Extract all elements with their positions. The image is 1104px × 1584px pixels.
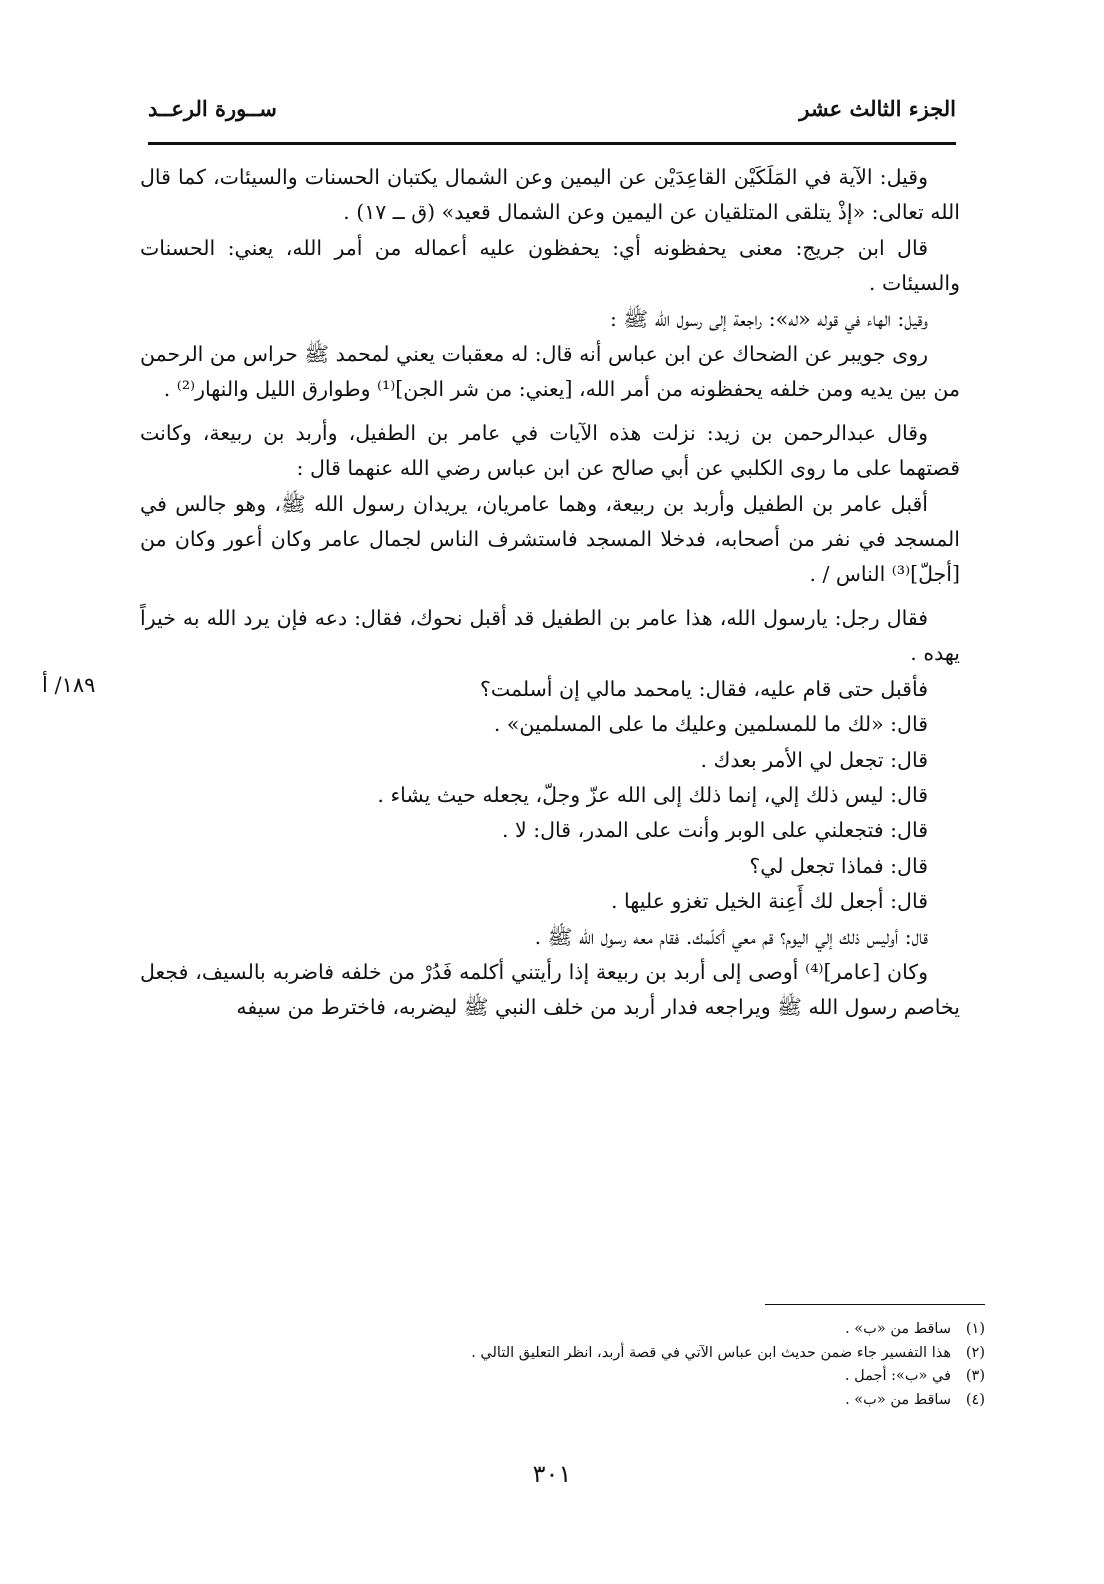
dialog-block: [140, 672, 960, 955]
dialog-line-6: قال: فماذا تجعل لي؟: [749, 853, 928, 878]
page-number: ٣٠١: [532, 1460, 572, 1488]
footnote-number: (١): [965, 1321, 985, 1337]
footnote-text: هذا التفسير جاء ضمن حديث ابن عباس الآتي في قصة أربد، انظر التعليق التالي .: [471, 1344, 951, 1361]
surah-title: ســورة الرعــد: [148, 96, 277, 121]
footnote-number: (٣): [965, 1368, 985, 1384]
footnote-2: [400, 1342, 985, 1366]
footnote-text: في «ب»: أجمل .: [844, 1368, 951, 1384]
closing-paragraph: وكان [عامر]⁽⁴⁾ أوصى إلى أربد بن ربيعة إذا رأيتني أكلمه فَدُرْ من خلفه فاضربه بالسيف، فجعل يخاصم رسول الله ﷺ ويراجعه فدار أربد من خلف النبي ﷺ ليضربه، فاخترط من سيفه: [140, 959, 960, 1020]
running-header: [148, 96, 956, 126]
footnotes: [400, 1318, 985, 1412]
paragraph-2: قال ابن جريج: معنى يحفظونه أي: يحفظون عليه أعماله من أمر الله، يعني: الحسنات والسيئات .: [140, 235, 960, 296]
footnote-4: [400, 1389, 985, 1413]
dialog-line-1: فأقبل حتى قام عليه، فقال: يامحمد مالي إن أسلمت؟: [479, 676, 928, 701]
footnote-3: [400, 1365, 985, 1389]
paragraph-1: وقيل: الآية في المَلَكَيْن القاعِدَيْن عن اليمين وعن الشمال يكتبان الحسنات والسيئات، كما قال الله تعالى: «إذْ يتلقى المتلقيان عن اليمين وعن الشمال قعيد» (ق ــ ١٧) .: [140, 165, 960, 225]
footnote-number: (٢): [965, 1344, 985, 1361]
footnote-1: [400, 1318, 985, 1342]
dialog-line-2: قال: «لك ما للمسلمين وعليك ما على المسلمين» .: [493, 712, 928, 737]
dialog-line-7: قال: أجعل لك أَعِنة الخيل تغزو عليها .: [611, 889, 928, 914]
footnote-text: ساقط من «ب» .: [845, 1391, 951, 1408]
dialog-line-5: قال: فتجعلني على الوبر وأنت على المدر، قال: لا .: [502, 818, 928, 843]
footnote-text: ساقط من «ب» .: [845, 1321, 951, 1337]
footnote-number: (٤): [965, 1391, 985, 1408]
dialog-line-4: قال: ليس ذلك إلي، إنما ذلك إلى الله عزّ وجلّ، يجعله حيث يشاء .: [377, 782, 928, 807]
paragraph-6: أقبل عامر بن الطفيل وأربد بن ربيعة، وهما عامريان، يريدان رسول الله ﷺ، وهو جالس في المسجد في نفر من أصحابه، فدخلا المسجد فاستشرف الناس لجمال عامر وكان أعور وكان من [أجلّ]⁽³⁾ الناس / .: [140, 491, 960, 587]
manuscript-folio-note: ١٨٩/ أ: [42, 673, 96, 697]
juz-title: الجزء الثالث عشر: [799, 96, 956, 121]
paragraph-4: روى جويبر عن الضحاك عن ابن عباس أنه قال: له معقبات يعني لمحمد ﷺ حراس من الرحمن من بين يديه ومن خلفه يحفظونه من أمر الله، [يعني: من شر الجن]⁽¹⁾ وطوارق الليل والنهار⁽²⁾ .: [140, 342, 960, 402]
paragraph-5: وقال عبدالرحمن بن زيد: نزلت هذه الآيات في عامر بن الطفيل، وأربد بن ربيعة، وكانت قصتهما على ما روى الكلبي عن أبي صالح عن ابن عباس رضي الله عنهما قال :: [140, 420, 960, 481]
main-text: [140, 160, 960, 1026]
dialog-line-8: قال: أوليس ذلك إلي اليوم؟ قم معي أكلّمك. فقام معه رسول الله ﷺ .: [534, 924, 928, 949]
paragraph-7: فقال رجل: يارسول الله، هذا عامر بن الطفيل قد أقبل نحوك، فقال: دعه فإن يرد الله به خيراً يهده .: [140, 605, 960, 666]
paragraph-3: وقيل: الهاء في قوله «له»: راجعة إلى رسول الله ﷺ :: [609, 306, 928, 331]
dialog-line-3: قال: تجعل لي الأمر بعدك .: [700, 747, 928, 772]
footnote-rule: [765, 1304, 985, 1305]
header-rule: [148, 142, 956, 145]
